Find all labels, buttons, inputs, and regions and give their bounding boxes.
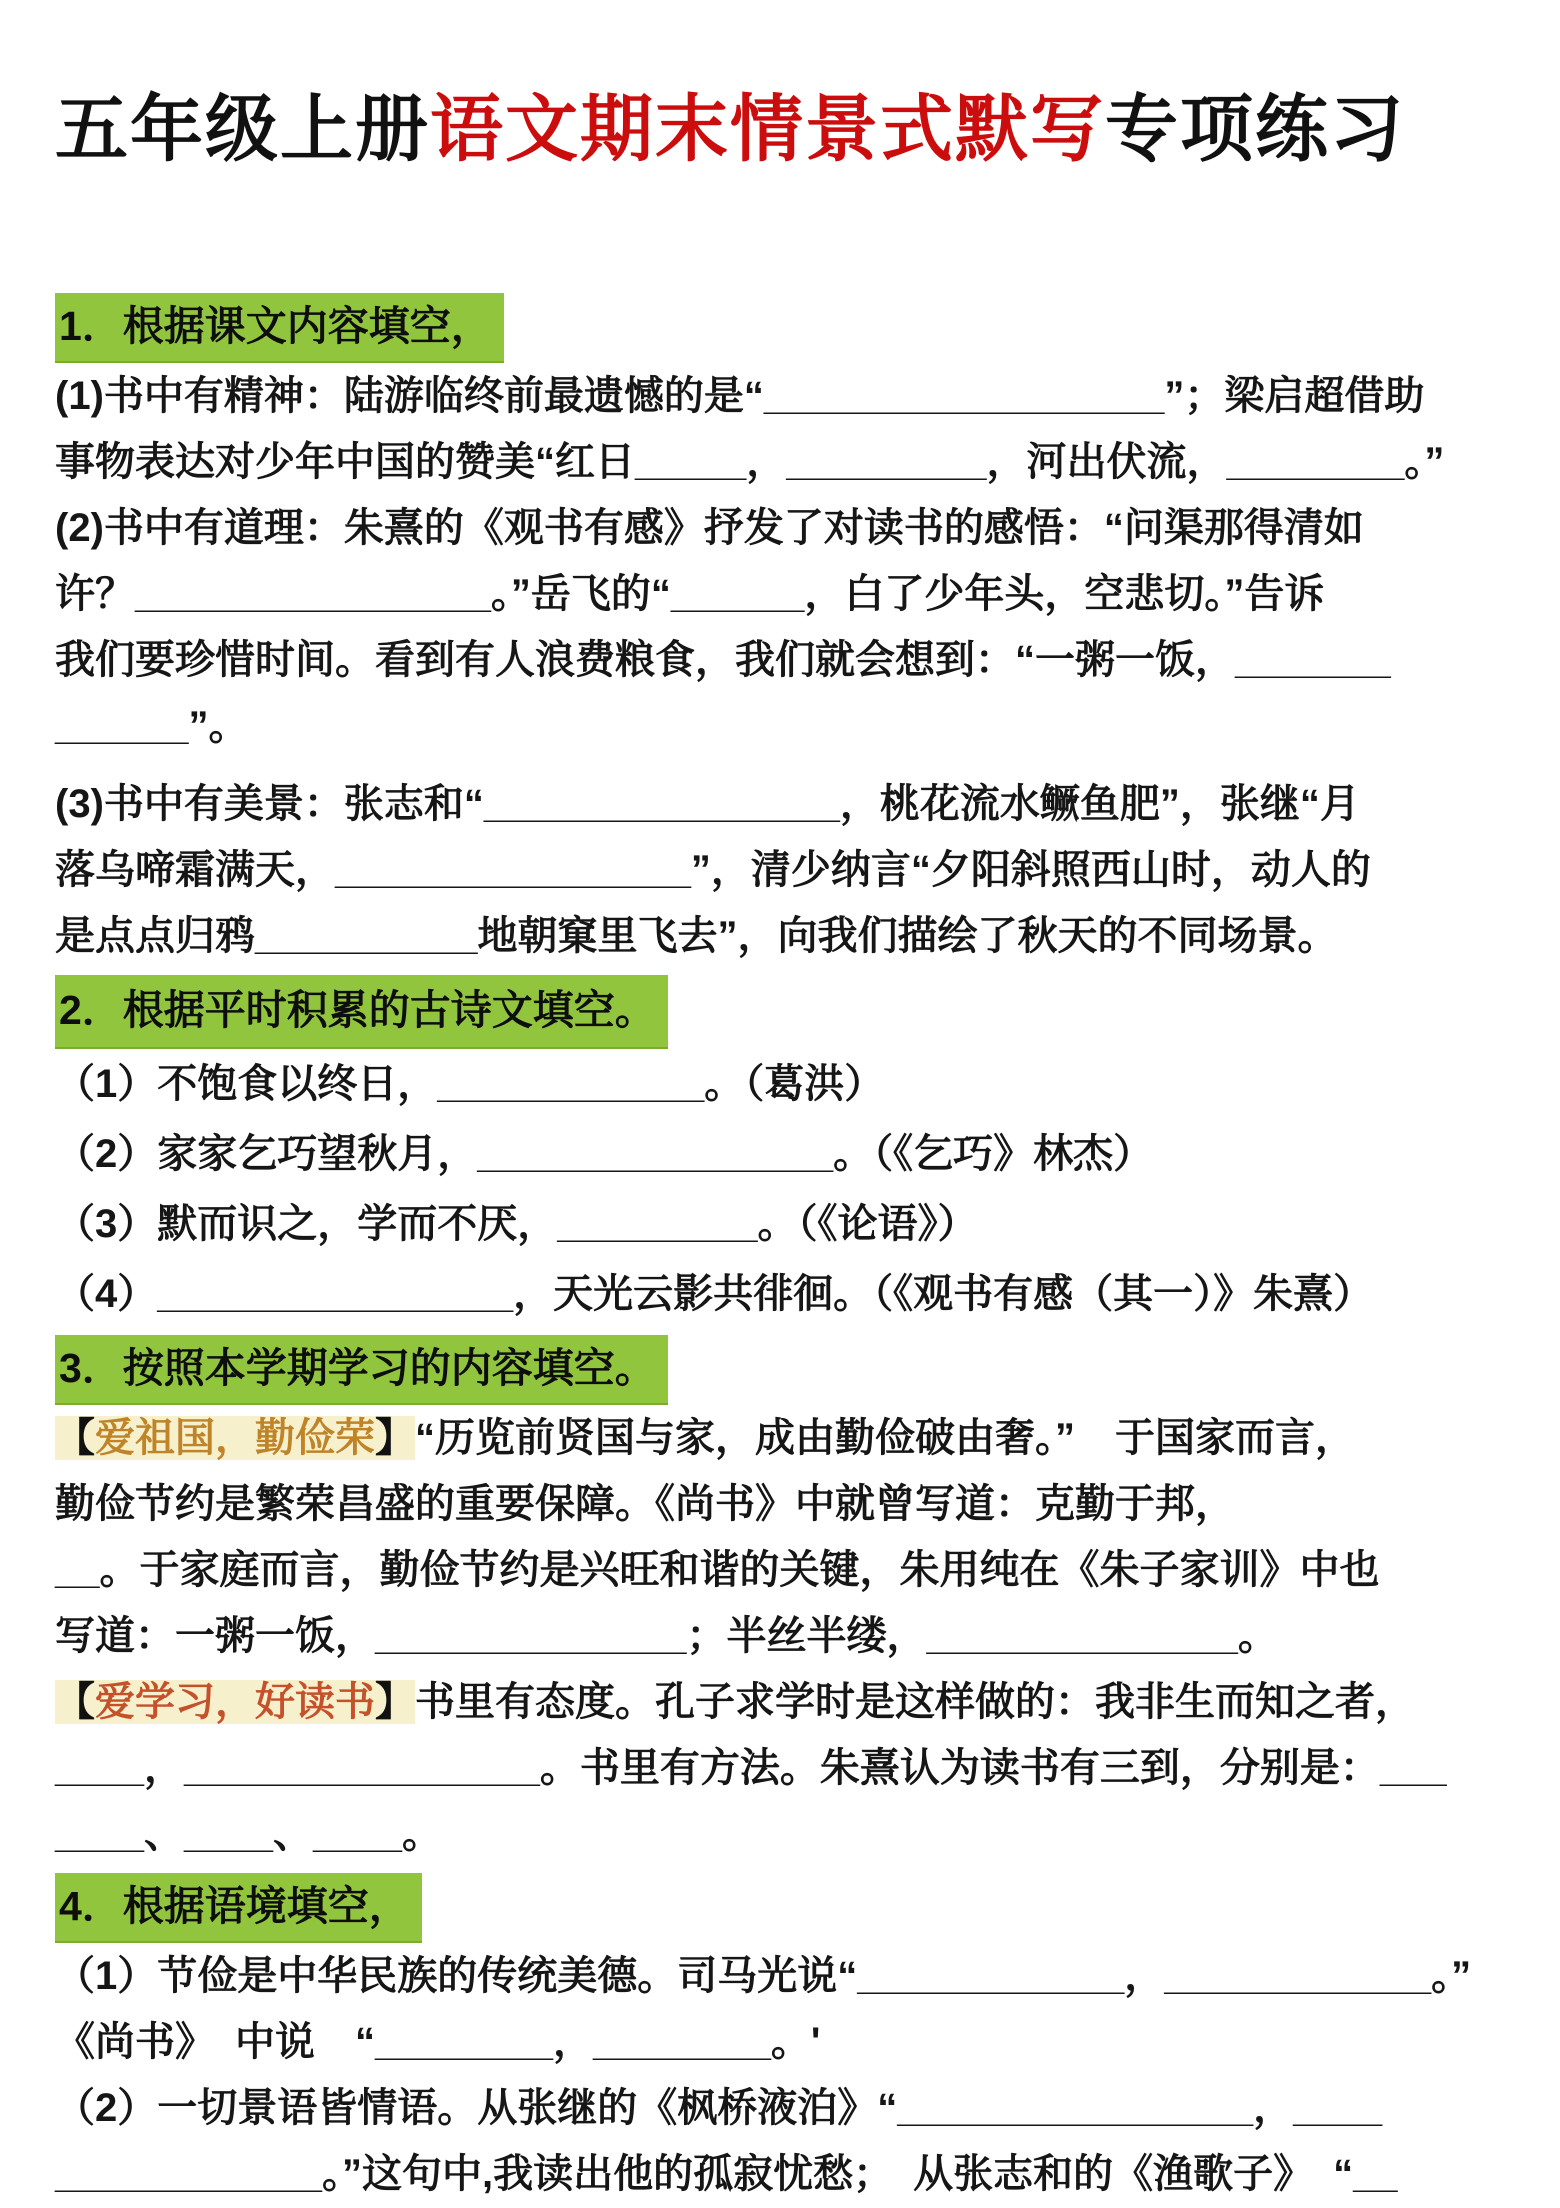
tag-bracket-open: 【 — [55, 1416, 95, 1460]
section-2-heading — [55, 975, 1505, 1047]
section-4-heading — [55, 1873, 1505, 1941]
section-1-heading — [55, 293, 1505, 361]
text-line: （1）节俭是中华民族的传统美德。司马光说“____________，____________。” — [55, 1954, 1472, 1998]
text-line: (1)书中有精神：陆游临终前最遗憾的是“__________________”；梁启超借助 — [55, 374, 1425, 418]
section-1 — [55, 293, 1505, 969]
text-line: （2）家家乞巧望秋月，________________。（《乞巧》林杰） — [55, 1132, 1154, 1176]
text-line — [55, 1405, 1505, 1471]
topic-tag-patriotism-thrift — [55, 1416, 415, 1460]
title-part-practice: 专项练习 — [1105, 89, 1405, 170]
text-line: 勤俭节约是繁荣昌盛的重要保障。《尚书》中就曾写道：克勤于邦， — [55, 1482, 1235, 1526]
text-line: 事物表达对少年中国的赞美“红日_____，_________，河出伏流，________。” — [55, 440, 1445, 484]
text-line: （2）一切景语皆情语。从张继的《枫桥液泊》“________________，____ — [55, 2086, 1383, 2130]
section-1-heading-text: 1．根据课文内容填空， — [55, 293, 504, 361]
text-line: （3）默而识之，学而不厌，_________。（《论语》） — [55, 1202, 978, 1246]
topic-tag-love-study-reading — [55, 1680, 415, 1724]
text-line: ____________。”这句中,我读出他的孤寂忧愁； 从张志和的《渔歌子》 “__ — [55, 2152, 1398, 2196]
text-line: (3)书中有美景：张志和“________________，桃花流水鳜鱼肥”，张继“月 — [55, 782, 1360, 826]
text-line: （4）________________，天光云影共徘徊。（《观书有感（其一）》朱熹） — [55, 1272, 1374, 1316]
worksheet-content — [55, 293, 1505, 2207]
topic-tag-text: 爱学习，好读书 — [95, 1680, 375, 1724]
section-2 — [55, 975, 1505, 1329]
text-line-rest: “历览前贤国与家，成由勤俭破由奢。” 于国家而言， — [415, 1416, 1355, 1460]
text-line: 《尚书》 中说 “________，________。' — [55, 2020, 821, 2064]
title-part-subject-red: 语文期末情景式默写 — [430, 89, 1105, 170]
tag-bracket-open: 【 — [55, 1680, 95, 1724]
section-3 — [55, 1335, 1505, 1867]
tag-bracket-close: 】 — [375, 1416, 415, 1460]
tag-bracket-close: 】 — [375, 1680, 415, 1724]
text-line: 写道：一粥一饭，______________；半丝半缕，______________。 — [55, 1614, 1278, 1658]
text-line: ____、____、____。 — [55, 1812, 442, 1856]
text-line: ____，________________。书里有方法。朱熹认为读书有三到，分别是：___ — [55, 1746, 1447, 1790]
text-line: 我们要珍惜时间。看到有人浪费粮食，我们就会想到：“一粥一饭，_______ — [55, 638, 1391, 682]
section-2-heading-text: 2．根据平时积累的古诗文填空。 — [55, 975, 668, 1047]
section-3-heading-text: 3．按照本学期学习的内容填空。 — [55, 1335, 668, 1403]
section-4 — [55, 1873, 1505, 2207]
title-part-grade: 五年级上册 — [55, 89, 430, 170]
text-line: (2)书中有道理：朱熹的《观书有感》抒发了对读书的感悟：“问渠那得清如 — [55, 506, 1364, 550]
text-line: __。于家庭而言，勤俭节约是兴旺和谐的关键，朱用纯在《朱子家训》中也 — [55, 1548, 1380, 1592]
text-line: 许？________________。”岳飞的“______，白了少年头，空悲切。”告诉 — [55, 572, 1325, 616]
text-line-rest: 书里有态度。孔子求学时是这样做的：我非生而知之者， — [415, 1680, 1415, 1724]
section-3-heading — [55, 1335, 1505, 1403]
text-line: 落乌啼霜满天，________________”，清少纳言“夕阳斜照西山时，动人的 — [55, 848, 1371, 892]
text-line: 是点点归鸦__________地朝窠里飞去”，向我们描绘了秋天的不同场景。 — [55, 914, 1338, 958]
page-title — [55, 70, 1505, 175]
text-line: （1）不饱食以终日，____________。（葛洪） — [55, 1062, 885, 1106]
text-line — [55, 1669, 1505, 1735]
section-4-heading-text: 4．根据语境填空， — [55, 1873, 422, 1941]
text-line: ______”。 — [55, 704, 249, 748]
topic-tag-text: 爱祖国，勤俭荣 — [95, 1416, 375, 1460]
